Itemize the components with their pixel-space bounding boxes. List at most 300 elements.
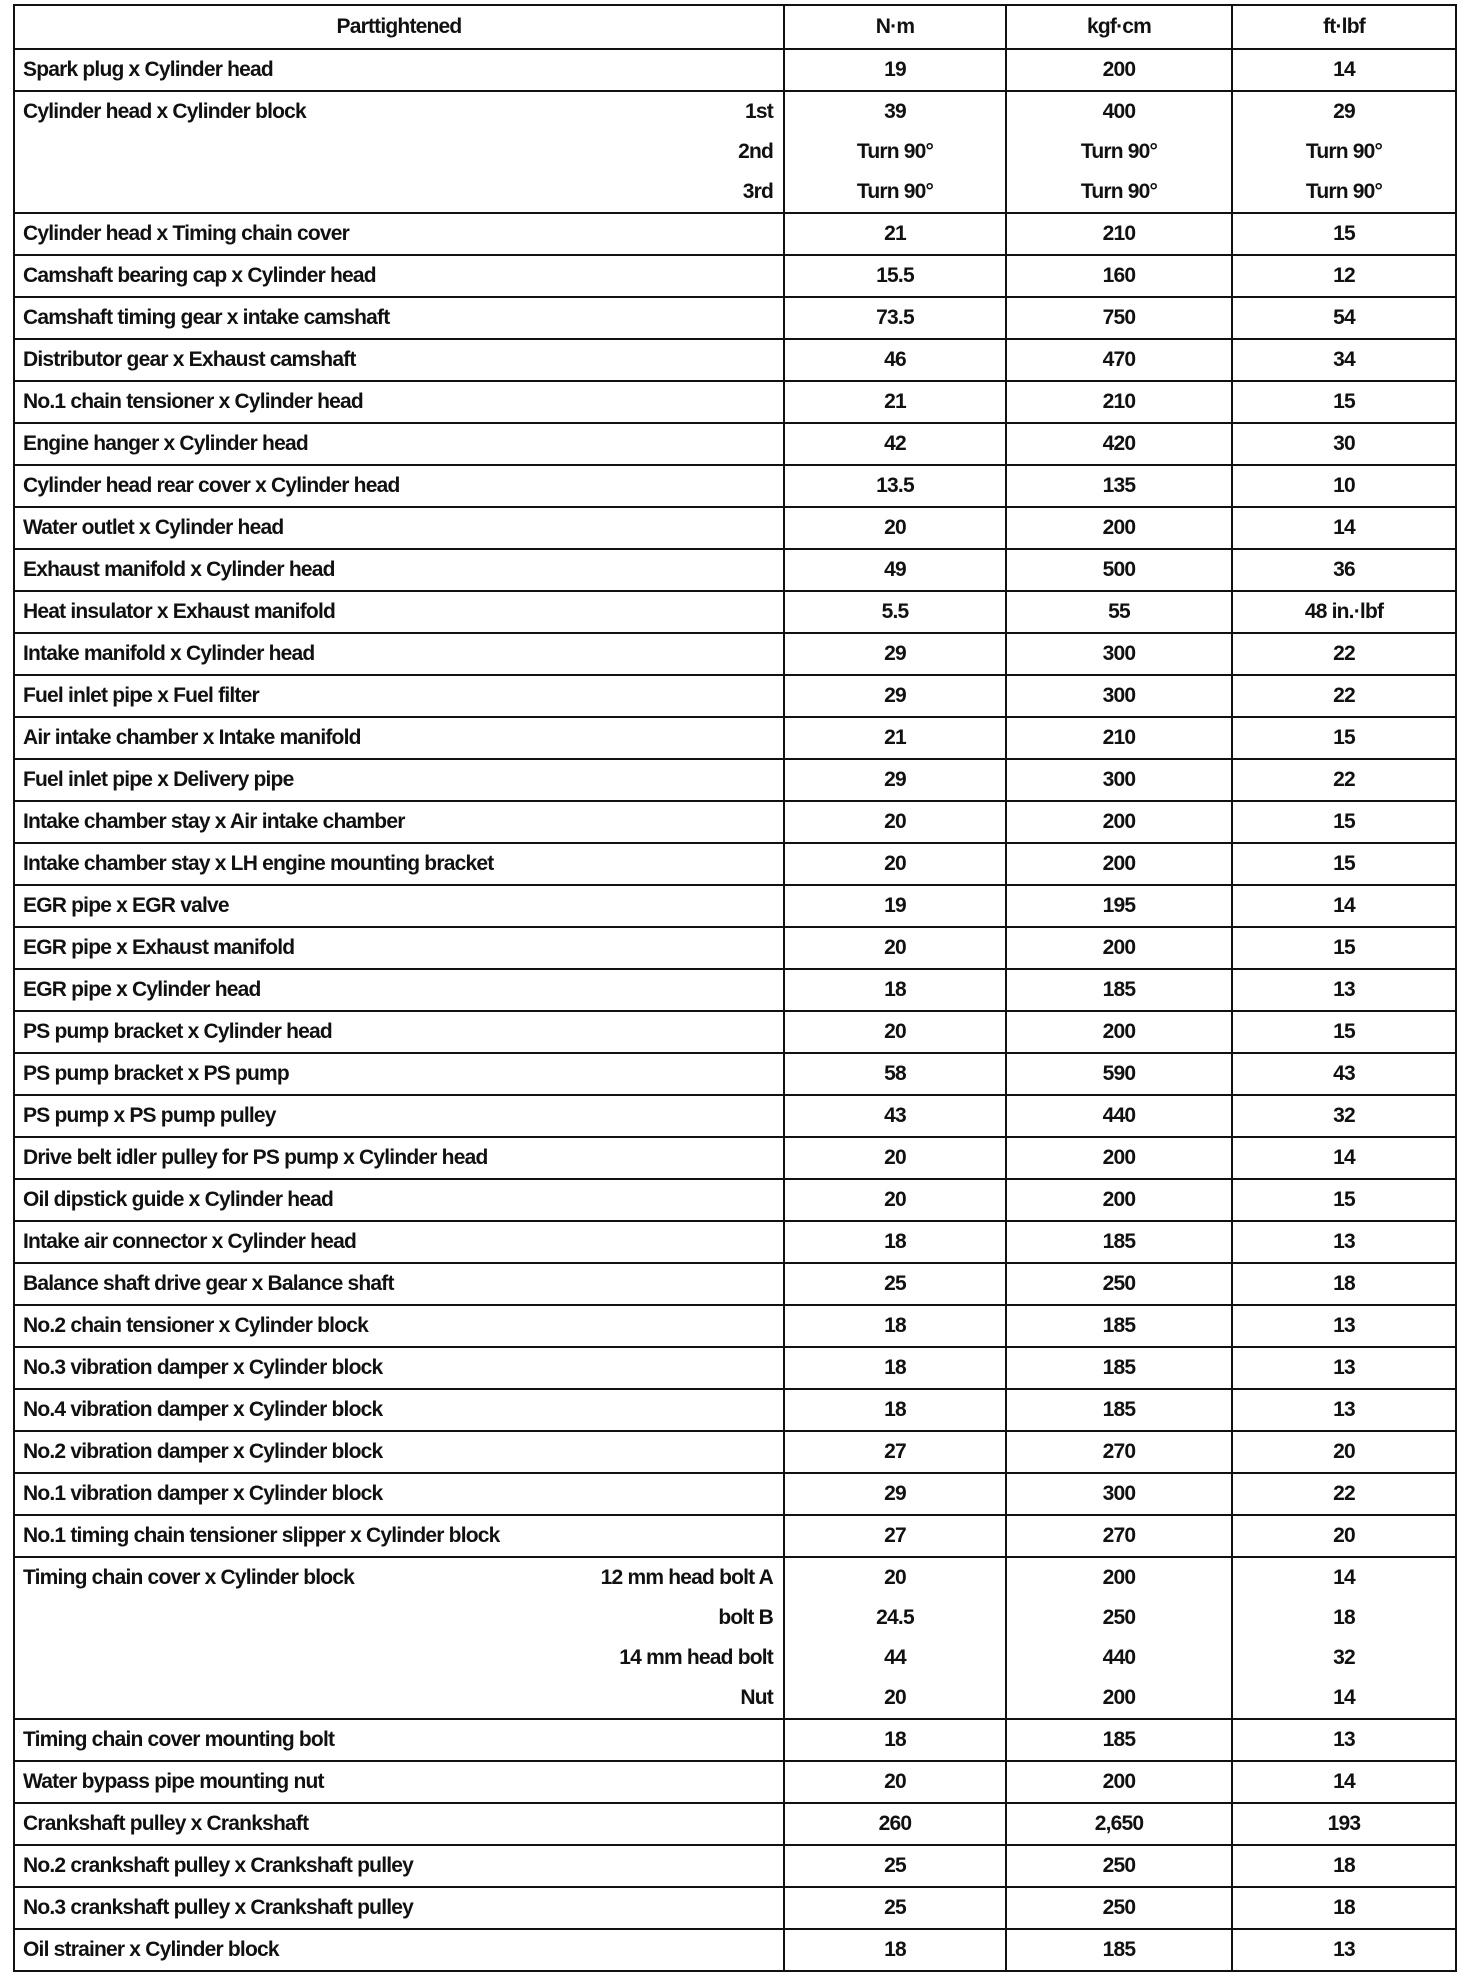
nm-value: 260 — [878, 1812, 912, 1835]
nm-value-cell — [784, 423, 1006, 465]
ft-lbf-value-cell — [1232, 1473, 1456, 1515]
nm-value-cell — [784, 1053, 1006, 1095]
ft-lbf-value-cell — [1232, 633, 1456, 675]
kgf-cm-value: 400 — [1102, 100, 1136, 123]
part-cell — [14, 91, 784, 213]
nm-value-cell — [784, 1221, 1006, 1263]
table-row — [14, 927, 1456, 969]
nm-value: 20 — [884, 852, 906, 875]
table-row — [14, 801, 1456, 843]
kgf-cm-value-cell — [1006, 1305, 1232, 1347]
part-cell — [14, 1263, 784, 1305]
ft-lbf-value: 15 — [1333, 810, 1355, 833]
part-name: Oil dipstick guide x Cylinder head — [23, 1188, 334, 1211]
kgf-cm-value-cell — [1006, 1761, 1232, 1803]
table-row — [14, 91, 1456, 213]
nm-value-cell — [784, 1515, 1006, 1557]
table-row — [14, 213, 1456, 255]
part-name: PS pump x PS pump pulley — [23, 1104, 276, 1127]
kgf-cm-value: 200 — [1102, 58, 1136, 81]
part-cell — [14, 1803, 784, 1845]
kgf-cm-value: 185 — [1102, 1356, 1136, 1379]
nm-value: 58 — [884, 1062, 906, 1085]
nm-value-cell — [784, 675, 1006, 717]
kgf-cm-value: 590 — [1102, 1062, 1136, 1085]
ft-lbf-value: 13 — [1333, 1230, 1355, 1253]
ft-lbf-value-cell — [1232, 381, 1456, 423]
nm-value: 20 — [884, 1770, 906, 1793]
ft-lbf-value: 18 — [1333, 1896, 1355, 1919]
ft-lbf-value: 15 — [1333, 390, 1355, 413]
part-cell — [14, 1845, 784, 1887]
part-name: Cylinder head x Timing chain cover — [23, 222, 350, 245]
ft-lbf-value: 20 — [1333, 1440, 1355, 1463]
part-name: No.2 vibration damper x Cylinder block — [23, 1440, 383, 1463]
step-label: 2nd — [738, 140, 773, 163]
nm-value: 20 — [884, 1146, 906, 1169]
ft-lbf-value: 14 — [1333, 1146, 1355, 1169]
kgf-cm-value: 185 — [1102, 1398, 1136, 1421]
kgf-cm-value-cell — [1006, 1719, 1232, 1761]
nm-value-cell — [784, 927, 1006, 969]
nm-value-cell — [784, 49, 1006, 91]
header-ft-lbf: ft·lbf — [1232, 5, 1456, 49]
nm-value: 21 — [884, 390, 906, 413]
ft-lbf-value-cell — [1232, 1845, 1456, 1887]
ft-lbf-value: 22 — [1333, 768, 1355, 791]
nm-value: 20 — [884, 936, 906, 959]
ft-lbf-value-cell — [1232, 423, 1456, 465]
part-name: Timing chain cover mounting bolt — [23, 1728, 335, 1751]
nm-value: 27 — [884, 1524, 906, 1547]
kgf-cm-value: 185 — [1102, 1230, 1136, 1253]
ft-lbf-value: 13 — [1333, 1398, 1355, 1421]
kgf-cm-value-cell — [1006, 927, 1232, 969]
part-cell — [14, 1515, 784, 1557]
part-cell — [14, 1011, 784, 1053]
ft-lbf-value: 13 — [1333, 1356, 1355, 1379]
table-row — [14, 1887, 1456, 1929]
nm-value: 19 — [884, 58, 906, 81]
nm-value: 18 — [884, 1230, 906, 1253]
ft-lbf-value: 13 — [1333, 1938, 1355, 1961]
kgf-cm-value-cell — [1006, 1137, 1232, 1179]
nm-value: 20 — [884, 1686, 906, 1709]
nm-value-cell — [784, 885, 1006, 927]
ft-lbf-value: 14 — [1333, 1686, 1355, 1709]
kgf-cm-value: 250 — [1102, 1854, 1136, 1877]
table-row — [14, 1137, 1456, 1179]
part-name: Engine hanger x Cylinder head — [23, 432, 308, 455]
ft-lbf-value: 32 — [1333, 1646, 1355, 1669]
ft-lbf-value-cell — [1232, 1431, 1456, 1473]
nm-value: 5.5 — [881, 600, 909, 623]
nm-value: 18 — [884, 1398, 906, 1421]
part-cell — [14, 1095, 784, 1137]
nm-value-cell — [784, 1929, 1006, 1971]
kgf-cm-value: 200 — [1102, 1770, 1136, 1793]
nm-value: 25 — [884, 1272, 906, 1295]
part-cell — [14, 507, 784, 549]
header-kgf-cm: kgf·cm — [1006, 5, 1232, 49]
part-name: No.3 vibration damper x Cylinder block — [23, 1356, 383, 1379]
nm-value: 42 — [884, 432, 906, 455]
part-name: PS pump bracket x PS pump — [23, 1062, 289, 1085]
table-row — [14, 1845, 1456, 1887]
kgf-cm-value-cell — [1006, 801, 1232, 843]
part-name: Spark plug x Cylinder head — [23, 58, 273, 81]
kgf-cm-value: 250 — [1102, 1606, 1136, 1629]
nm-value-cell — [784, 801, 1006, 843]
ft-lbf-value-cell — [1232, 759, 1456, 801]
kgf-cm-value: 185 — [1102, 978, 1136, 1001]
table-row — [14, 1431, 1456, 1473]
nm-value-cell — [784, 213, 1006, 255]
table-row — [14, 297, 1456, 339]
kgf-cm-value: 440 — [1102, 1646, 1136, 1669]
kgf-cm-value: 200 — [1102, 1020, 1136, 1043]
table-row — [14, 1053, 1456, 1095]
kgf-cm-value: 200 — [1102, 516, 1136, 539]
part-cell — [14, 591, 784, 633]
part-cell — [14, 1761, 784, 1803]
ft-lbf-value: 43 — [1333, 1062, 1355, 1085]
kgf-cm-value: 200 — [1102, 1146, 1136, 1169]
table-row — [14, 1305, 1456, 1347]
kgf-cm-value-cell — [1006, 1011, 1232, 1053]
kgf-cm-value-cell — [1006, 1473, 1232, 1515]
ft-lbf-value: 54 — [1333, 306, 1355, 329]
nm-value: 15.5 — [876, 264, 914, 287]
table-row — [14, 885, 1456, 927]
kgf-cm-value: 200 — [1102, 1686, 1136, 1709]
ft-lbf-value-cell — [1232, 843, 1456, 885]
kgf-cm-value: 200 — [1102, 1566, 1136, 1589]
nm-value: 13.5 — [876, 474, 914, 497]
ft-lbf-value: 34 — [1333, 348, 1355, 371]
kgf-cm-value-cell — [1006, 759, 1232, 801]
ft-lbf-value: 13 — [1333, 1314, 1355, 1337]
ft-lbf-value-cell — [1232, 549, 1456, 591]
kgf-cm-value-cell — [1006, 591, 1232, 633]
ft-lbf-value-cell — [1232, 1719, 1456, 1761]
kgf-cm-value-cell — [1006, 339, 1232, 381]
kgf-cm-value: 135 — [1102, 474, 1136, 497]
kgf-cm-value: 250 — [1102, 1272, 1136, 1295]
part-cell — [14, 1305, 784, 1347]
ft-lbf-value-cell — [1232, 717, 1456, 759]
nm-value-cell — [784, 969, 1006, 1011]
part-cell — [14, 213, 784, 255]
ft-lbf-value-cell — [1232, 675, 1456, 717]
part-name: EGR pipe x Exhaust manifold — [23, 936, 295, 959]
kgf-cm-value-cell — [1006, 381, 1232, 423]
ft-lbf-value-cell — [1232, 1011, 1456, 1053]
part-cell — [14, 1137, 784, 1179]
table-row — [14, 1803, 1456, 1845]
kgf-cm-value-cell — [1006, 255, 1232, 297]
ft-lbf-value: 22 — [1333, 684, 1355, 707]
nm-value-cell — [784, 507, 1006, 549]
nm-value-cell — [784, 633, 1006, 675]
nm-value: 29 — [884, 642, 906, 665]
nm-value-cell — [784, 255, 1006, 297]
kgf-cm-value: 250 — [1102, 1896, 1136, 1919]
kgf-cm-value: 750 — [1102, 306, 1136, 329]
table-row — [14, 1761, 1456, 1803]
kgf-cm-value: 470 — [1102, 348, 1136, 371]
step-label: Nut — [740, 1686, 773, 1709]
part-cell — [14, 1887, 784, 1929]
nm-value-cell — [784, 91, 1006, 213]
nm-value-cell — [784, 1179, 1006, 1221]
kgf-cm-value: 300 — [1102, 642, 1136, 665]
kgf-cm-value: 195 — [1102, 894, 1136, 917]
ft-lbf-value-cell — [1232, 1263, 1456, 1305]
nm-value-cell — [784, 1887, 1006, 1929]
ft-lbf-value-cell — [1232, 1305, 1456, 1347]
ft-lbf-value: 18 — [1333, 1854, 1355, 1877]
header-part-tightened: Parttightened — [14, 5, 784, 49]
table-body — [14, 49, 1456, 1971]
part-name: Water outlet x Cylinder head — [23, 516, 284, 539]
table-row — [14, 381, 1456, 423]
part-cell — [14, 255, 784, 297]
ft-lbf-value-cell — [1232, 1929, 1456, 1971]
part-name: Camshaft bearing cap x Cylinder head — [23, 264, 376, 287]
part-cell — [14, 381, 784, 423]
kgf-cm-value-cell — [1006, 1557, 1232, 1719]
table-row — [14, 255, 1456, 297]
nm-value: 27 — [884, 1440, 906, 1463]
table-row — [14, 1179, 1456, 1221]
part-name: Water bypass pipe mounting nut — [23, 1770, 324, 1793]
part-name: EGR pipe x EGR valve — [23, 894, 229, 917]
nm-value: 18 — [884, 1314, 906, 1337]
part-cell — [14, 339, 784, 381]
part-name: Camshaft timing gear x intake camshaft — [23, 306, 390, 329]
ft-lbf-value: 14 — [1333, 1566, 1355, 1589]
ft-lbf-value-cell — [1232, 507, 1456, 549]
ft-lbf-value-cell — [1232, 1095, 1456, 1137]
part-name: PS pump bracket x Cylinder head — [23, 1020, 332, 1043]
ft-lbf-value: 14 — [1333, 1770, 1355, 1793]
ft-lbf-value: 10 — [1333, 474, 1355, 497]
kgf-cm-value: 185 — [1102, 1728, 1136, 1751]
part-name: No.1 vibration damper x Cylinder block — [23, 1482, 383, 1505]
ft-lbf-value: 15 — [1333, 1188, 1355, 1211]
part-name: Crankshaft pulley x Crankshaft — [23, 1812, 309, 1835]
part-name: EGR pipe x Cylinder head — [23, 978, 261, 1001]
part-cell — [14, 1221, 784, 1263]
nm-value-cell — [784, 549, 1006, 591]
step-label: 12 mm head bolt A — [600, 1566, 773, 1589]
part-cell — [14, 1347, 784, 1389]
ft-lbf-value: 14 — [1333, 58, 1355, 81]
part-cell — [14, 1719, 784, 1761]
ft-lbf-value-cell — [1232, 91, 1456, 213]
table-row — [14, 969, 1456, 1011]
ft-lbf-value-cell — [1232, 255, 1456, 297]
part-name: Timing chain cover x Cylinder block — [23, 1566, 355, 1589]
kgf-cm-value-cell — [1006, 507, 1232, 549]
nm-value: 19 — [884, 894, 906, 917]
nm-value: 25 — [884, 1854, 906, 1877]
part-name: Exhaust manifold x Cylinder head — [23, 558, 335, 581]
kgf-cm-value: 300 — [1102, 768, 1136, 791]
kgf-cm-value: 300 — [1102, 1482, 1136, 1505]
ft-lbf-value: 14 — [1333, 894, 1355, 917]
part-cell — [14, 549, 784, 591]
nm-value-cell — [784, 297, 1006, 339]
header-nm: N·m — [784, 5, 1006, 49]
part-name: No.3 crankshaft pulley x Crankshaft pulley — [23, 1896, 414, 1919]
kgf-cm-value-cell — [1006, 717, 1232, 759]
ft-lbf-value-cell — [1232, 1803, 1456, 1845]
kgf-cm-value: 55 — [1108, 600, 1130, 623]
kgf-cm-value-cell — [1006, 1845, 1232, 1887]
table-row — [14, 1263, 1456, 1305]
step-label: bolt B — [718, 1606, 773, 1629]
table-row — [14, 423, 1456, 465]
table-row — [14, 1011, 1456, 1053]
nm-value: Turn 90° — [856, 180, 934, 203]
nm-value-cell — [784, 591, 1006, 633]
step-label: 14 mm head bolt — [619, 1646, 773, 1669]
nm-value-cell — [784, 1263, 1006, 1305]
nm-value: 43 — [884, 1104, 906, 1127]
part-cell — [14, 465, 784, 507]
nm-value: 20 — [884, 1566, 906, 1589]
kgf-cm-value-cell — [1006, 1389, 1232, 1431]
ft-lbf-value: 36 — [1333, 558, 1355, 581]
ft-lbf-value: 15 — [1333, 1020, 1355, 1043]
part-cell — [14, 969, 784, 1011]
ft-lbf-value-cell — [1232, 1221, 1456, 1263]
nm-value: 46 — [884, 348, 906, 371]
nm-value-cell — [784, 381, 1006, 423]
kgf-cm-value-cell — [1006, 423, 1232, 465]
nm-value-cell — [784, 1137, 1006, 1179]
nm-value-cell — [784, 759, 1006, 801]
table-row — [14, 1473, 1456, 1515]
header-row — [14, 5, 1456, 49]
nm-value: 29 — [884, 684, 906, 707]
ft-lbf-value: Turn 90° — [1305, 140, 1383, 163]
part-cell — [14, 927, 784, 969]
part-cell — [14, 675, 784, 717]
ft-lbf-value: 29 — [1333, 100, 1355, 123]
kgf-cm-value: 200 — [1102, 1188, 1136, 1211]
kgf-cm-value-cell — [1006, 465, 1232, 507]
ft-lbf-value: 18 — [1333, 1272, 1355, 1295]
table-row — [14, 339, 1456, 381]
kgf-cm-value: 270 — [1102, 1440, 1136, 1463]
ft-lbf-value-cell — [1232, 1389, 1456, 1431]
nm-value: 18 — [884, 978, 906, 1001]
nm-value-cell — [784, 1473, 1006, 1515]
nm-value: 39 — [884, 100, 906, 123]
ft-lbf-value: 22 — [1333, 642, 1355, 665]
ft-lbf-value-cell — [1232, 969, 1456, 1011]
part-name: Fuel inlet pipe x Fuel filter — [23, 684, 259, 707]
table-row — [14, 717, 1456, 759]
kgf-cm-value-cell — [1006, 1053, 1232, 1095]
part-name: Cylinder head rear cover x Cylinder head — [23, 474, 400, 497]
ft-lbf-value-cell — [1232, 465, 1456, 507]
ft-lbf-value-cell — [1232, 885, 1456, 927]
part-cell — [14, 423, 784, 465]
table-row — [14, 549, 1456, 591]
part-name: Air intake chamber x Intake manifold — [23, 726, 361, 749]
nm-value: 18 — [884, 1356, 906, 1379]
table-row — [14, 1095, 1456, 1137]
part-cell — [14, 633, 784, 675]
nm-value-cell — [784, 717, 1006, 759]
part-cell — [14, 1179, 784, 1221]
table-row — [14, 1347, 1456, 1389]
nm-value: 20 — [884, 1188, 906, 1211]
ft-lbf-value: 22 — [1333, 1482, 1355, 1505]
part-cell — [14, 1053, 784, 1095]
part-name: No.1 timing chain tensioner slipper x Cylinder block — [23, 1524, 500, 1547]
part-cell — [14, 759, 784, 801]
ft-lbf-value: 15 — [1333, 222, 1355, 245]
kgf-cm-value: 160 — [1102, 264, 1136, 287]
ft-lbf-value: 15 — [1333, 936, 1355, 959]
nm-value: 20 — [884, 1020, 906, 1043]
part-name: No.1 chain tensioner x Cylinder head — [23, 390, 363, 413]
ft-lbf-value-cell — [1232, 339, 1456, 381]
kgf-cm-value-cell — [1006, 549, 1232, 591]
part-cell — [14, 1389, 784, 1431]
nm-value-cell — [784, 1845, 1006, 1887]
ft-lbf-value-cell — [1232, 49, 1456, 91]
part-name: Intake manifold x Cylinder head — [23, 642, 315, 665]
ft-lbf-value: 15 — [1333, 852, 1355, 875]
table-row — [14, 1557, 1456, 1719]
part-name: Heat insulator x Exhaust manifold — [23, 600, 335, 623]
kgf-cm-value-cell — [1006, 213, 1232, 255]
kgf-cm-value: 420 — [1102, 432, 1136, 455]
kgf-cm-value-cell — [1006, 675, 1232, 717]
part-cell — [14, 885, 784, 927]
nm-value: 20 — [884, 516, 906, 539]
table-row — [14, 1929, 1456, 1971]
kgf-cm-value-cell — [1006, 1887, 1232, 1929]
part-name: Drive belt idler pulley for PS pump x Cylinder head — [23, 1146, 488, 1169]
ft-lbf-value-cell — [1232, 1887, 1456, 1929]
ft-lbf-value: 15 — [1333, 726, 1355, 749]
ft-lbf-value-cell — [1232, 1179, 1456, 1221]
part-name: No.2 crankshaft pulley x Crankshaft pulley — [23, 1854, 414, 1877]
kgf-cm-value: 200 — [1102, 852, 1136, 875]
part-name: Cylinder head x Cylinder block — [23, 100, 306, 123]
step-label: 1st — [745, 100, 773, 123]
nm-value: 21 — [884, 222, 906, 245]
kgf-cm-value-cell — [1006, 1095, 1232, 1137]
ft-lbf-value: 18 — [1333, 1606, 1355, 1629]
part-name: Intake chamber stay x Air intake chamber — [23, 810, 405, 833]
table-row — [14, 1389, 1456, 1431]
kgf-cm-value-cell — [1006, 969, 1232, 1011]
table-row — [14, 759, 1456, 801]
part-name: Intake chamber stay x LH engine mounting bracket — [23, 852, 494, 875]
kgf-cm-value-cell — [1006, 885, 1232, 927]
kgf-cm-value: Turn 90° — [1080, 140, 1158, 163]
kgf-cm-value: 300 — [1102, 684, 1136, 707]
ft-lbf-value: 30 — [1333, 432, 1355, 455]
